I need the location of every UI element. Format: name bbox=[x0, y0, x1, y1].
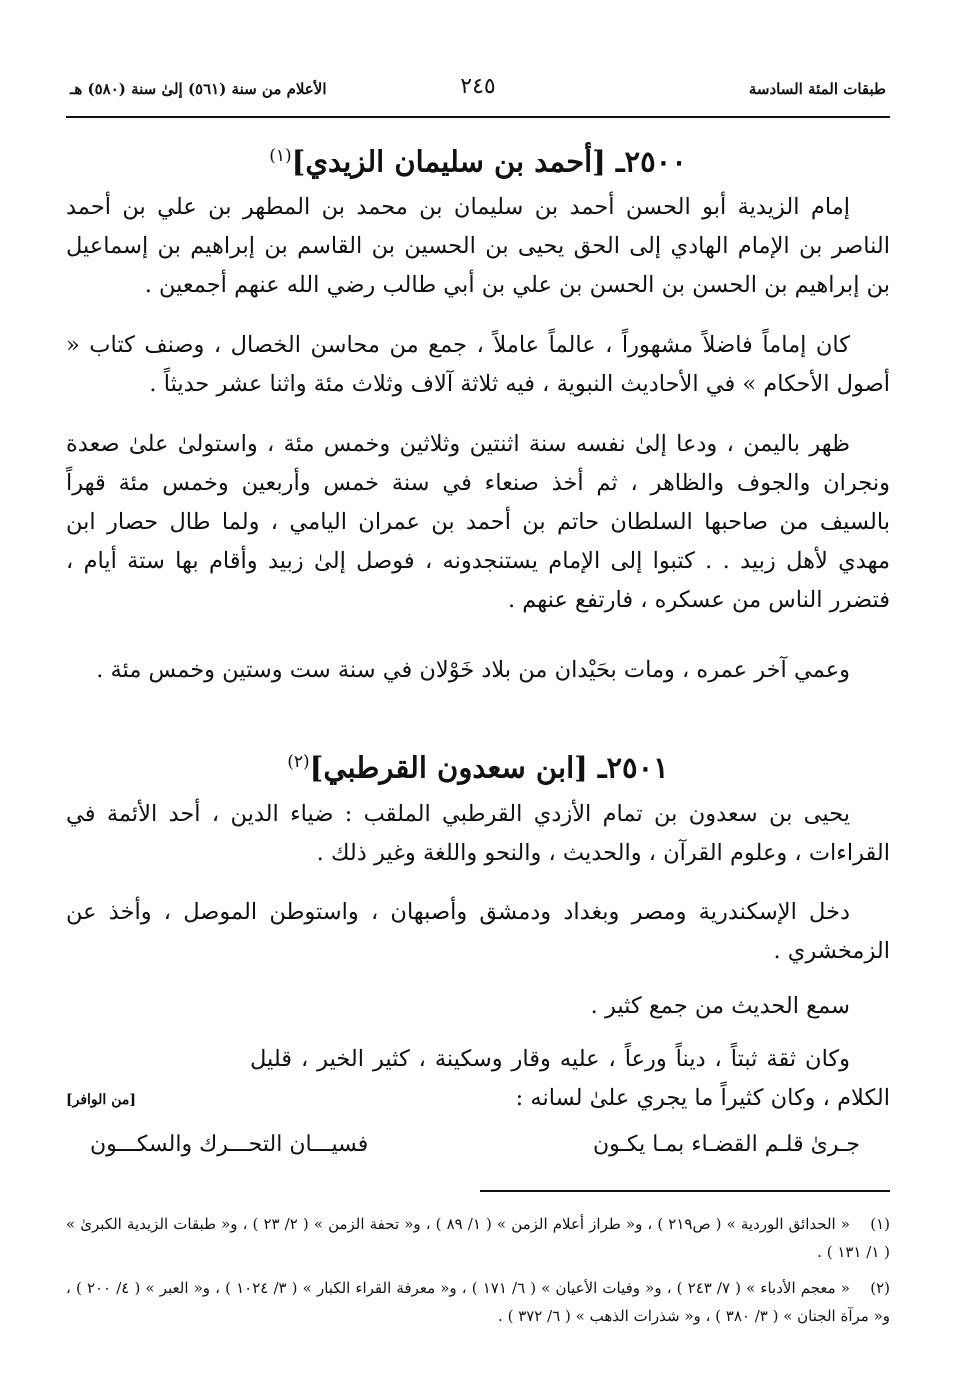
paragraph: إمام الزيدية أبو الحسن أحمد بن سليمان بن محمد بن المطهر بن علي بن أحمد الناصر بن الإمام الهادي إلى الحق يحيى بن الحسين بن القاسم بن إبراهيم بن إسماعيل بن إبراهيم بن الحسن بن الحسن بن علي بن أبي طالب رضي الله عنهم أجمعين . bbox=[66, 194, 890, 298]
footnote bbox=[66, 1274, 890, 1330]
footnote-text: « معجم الأدباء » ( ٧/ ٢٤٣ ) ، و« وفيات الأعيان » ( ٦/ ١٧١ ) ، و« معرفة القراء الكبار » ( ٣/ ١٠٢٤ ) ، و« العبر » ( ٤/ ٢٠٠ ) ، و« مرآة الجنان » ( ٣/ ٣٨٠ ) ، و« شذرات الذهب » ( ٦/ ٣٧٢ ) . bbox=[66, 1279, 890, 1325]
paragraph: يحيى بن سعدون بن تمام الأزدي القرطبي الملقب : ضياء الدين ، أحد الأئمة في القراءات ، وعلوم القرآن ، والحديث ، والنحو واللغة وغير ذلك . bbox=[66, 801, 890, 866]
footnote-text: « الحدائق الوردية » ( ص٢١٩ ) ، و« طراز أعلام الزمن » ( ١/ ٨٩ ) ، و« تحفة الزمن » ( ٢/ ٢٣ ) ، و« طبقات الزيدية الكبرىٰ » ( ١/ ١٣١ ) . bbox=[66, 1215, 890, 1261]
footnote-ref: (١) bbox=[269, 146, 292, 166]
paragraph: وكان ثقة ثبتاً ، ديناً ورعاً ، عليه وقار وسكينة ، كثير الخير ، قليل الكلام ، وكان كثيراً ما يجري علىٰ لسانه : bbox=[250, 1046, 890, 1111]
poetic-meter-label: [من الوافر] bbox=[66, 1092, 136, 1108]
header-divider bbox=[66, 116, 890, 118]
paragraph: وعمي آخر عمره ، ومات بحَيْدان من بلاد خَوْلان في سنة ست وستين وخمس مئة . bbox=[96, 657, 850, 683]
paragraph: ظهر باليمن ، ودعا إلىٰ نفسه سنة اثنتين وثلاثين وخمس مئة ، واستولىٰ علىٰ صعدة ونجران والجوف والظاهر ، ثم أخذ صنعاء في سنة خمس وأربعين وخمس مئة قهراً بالسيف من صاحبها السلطان حاتم بن أحمد بن عمران اليامي ، ولما طال حصار ابن مهدي لأهل زبيد . . كتبوا إلى الإمام يستنجدونه ، فوصل إلىٰ زبيد وأقام بها ستة أيام ، فتضرر الناس من عسكره ، فارتفع عنهم . bbox=[66, 431, 890, 613]
footnote-number: (٢) bbox=[870, 1279, 890, 1297]
verse-first-hemistich: جـرىٰ قلـم القضـاء بمـا يكـون bbox=[592, 1132, 860, 1157]
entry-title-2501 bbox=[66, 742, 890, 788]
running-header bbox=[70, 74, 886, 112]
footnote-ref: (٢) bbox=[287, 752, 310, 772]
footnote bbox=[66, 1210, 890, 1266]
paragraph: دخل الإسكندرية ومصر وبغداد ودمشق وأصبهان ، واستوطن الموصل ، وأخذ عن الزمخشري . bbox=[66, 899, 890, 964]
entry-title-text: ٢٥٠٠ـ [أحمد بن سليمان الزيدي] bbox=[291, 144, 687, 179]
paragraph: كان إماماً فاضلاً مشهوراً ، عالماً عاملاً ، جمع من محاسن الخصال ، وصنف كتاب « أصول الأحكام » في الأحاديث النبوية ، فيه ثلاثة آلاف وثلاث مئة واثنا عشر حديثاً . bbox=[66, 332, 890, 397]
entry-title-text: ٢٥٠١ـ [ابن سعدون القرطبي] bbox=[309, 750, 669, 785]
paragraph: سمع الحديث من جمع كثير . bbox=[590, 993, 850, 1019]
verse-second-hemistich: فسيـــان التحـــرك والسكـــون bbox=[90, 1132, 369, 1157]
entry-title-2500 bbox=[66, 136, 890, 182]
header-section-range: الأعلام من سنة (٥٦١) إلىٰ سنة (٥٨٠) هـ bbox=[70, 80, 327, 98]
footnote-number: (١) bbox=[870, 1215, 890, 1233]
footnote-divider bbox=[480, 1190, 890, 1192]
header-book-title: طبقات المئة السادسة bbox=[748, 80, 886, 98]
page-number: ٢٤٥ bbox=[460, 74, 496, 99]
verse-line bbox=[90, 1132, 860, 1172]
